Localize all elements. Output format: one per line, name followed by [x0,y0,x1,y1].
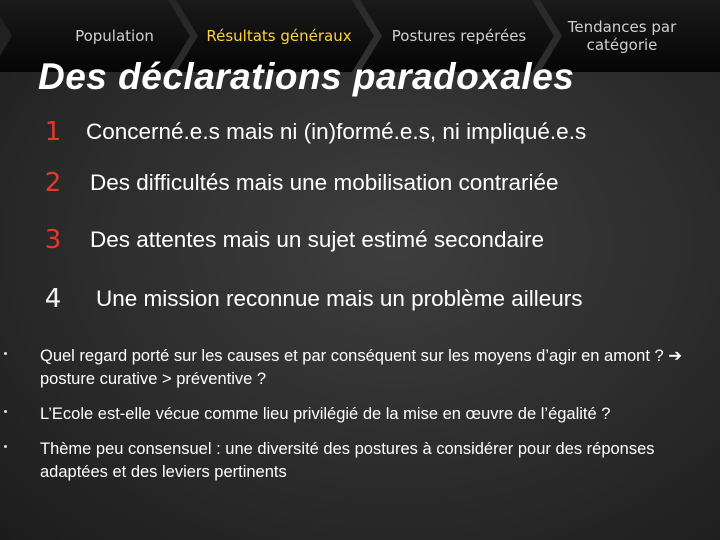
nav-item-tendances-par-categorie[interactable]: Tendances par catégorie [567,18,677,54]
point-text: Une mission reconnue mais un problème ailleurs [96,286,583,311]
list-item [4,345,720,391]
point-number: 2 [44,168,62,198]
bullet-icon [4,352,7,355]
point-number: 3 [44,225,62,255]
point-text: Des attentes mais un sujet estimé secondaire [90,227,544,252]
bullet-text: L’Ecole est-elle vécue comme lieu privilégié de la mise en œuvre de l’égalité ? [40,405,611,423]
point-item-3 [0,215,720,265]
list-item [4,438,720,484]
point-text: Des difficultés mais une mobilisation contrariée [90,170,559,195]
point-item-1 [0,107,720,157]
point-number: 1 [44,117,62,147]
nav-item-population[interactable]: Population [75,27,154,45]
bullet-list [0,345,720,494]
bullet-icon [4,445,7,448]
nav-item-postures-reperees[interactable]: Postures repérées [391,27,527,45]
point-text: Concerné.e.s mais ni (in)formé.e.s, ni impliqué.e.s [86,119,587,144]
page-title: Des déclarations paradoxales [38,56,575,97]
bullet-icon [4,410,7,413]
bullet-text: Thème peu consensuel : une diversité des postures à considérer pour des réponses adaptées et des leviers pertinents [40,440,655,481]
point-item-4 [0,274,720,324]
point-number: 4 [44,284,62,314]
point-item-2 [0,158,720,208]
nav-item-resultats-generaux[interactable]: Résultats généraux [206,27,352,45]
list-item [4,403,720,426]
bullet-text: Quel regard porté sur les causes et par conséquent sur les moyens d’agir en amont ? ➔ posture curative > préventive ? [40,347,683,388]
